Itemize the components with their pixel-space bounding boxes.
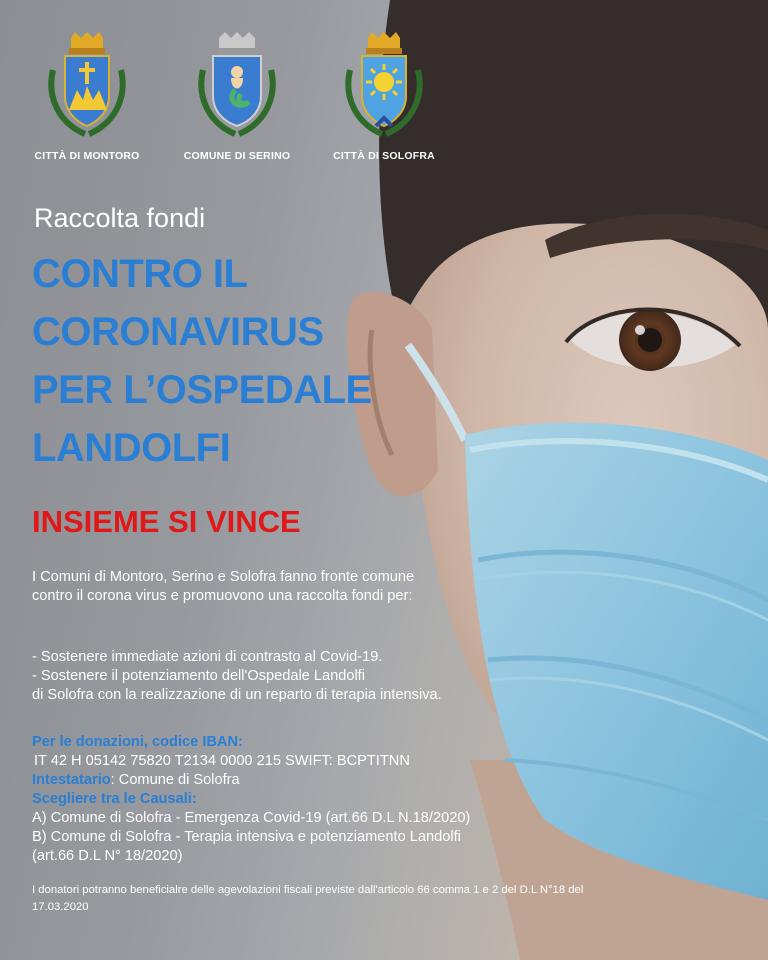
causali-heading	[32, 790, 592, 809]
headline-line: PER L’OSPEDALE	[32, 368, 372, 412]
crest-label-montoro: CITTÀ DI MONTORO	[34, 150, 140, 162]
donation-heading-suffix: :	[238, 734, 243, 750]
montoro-crest-icon	[45, 30, 129, 140]
causale-option-a: A) Comune di Solofra - Emergenza Covid-19 (art.66 D.L N.18/2020)	[32, 810, 471, 826]
causale-option-b-reference: (art.66 D.L N° 18/2020)	[32, 848, 183, 864]
solofra-crest-icon	[342, 30, 426, 140]
holder-label: Intestatario	[32, 772, 111, 788]
causali-label: Causali	[139, 791, 192, 807]
crest-label-serino: COMUNE DI SERINO	[183, 150, 291, 162]
donation-heading-prefix: Per le donazioni, codice	[32, 734, 203, 750]
headline-line: LANDOLFI	[32, 426, 231, 470]
headline-line: CORONAVIRUS	[32, 310, 324, 354]
slogan: INSIEME SI VINCE	[32, 504, 301, 539]
crest-solofra	[319, 30, 449, 162]
crest-montoro	[22, 30, 152, 162]
serino-crest-icon	[195, 30, 279, 140]
iban-value: IT 42 H 05142 75820 T2134 0000 215 SWIFT: BCPTITNN	[34, 753, 410, 769]
donation-heading	[32, 733, 592, 752]
goals-list	[32, 648, 572, 705]
headline	[32, 245, 452, 477]
crest-serino	[172, 30, 302, 162]
causale-option-b: B) Comune di Solofra - Terapia intensiva e potenziamento Landolfi	[32, 829, 461, 845]
goal-item: - Sostenere immediate azioni di contrasto al Covid-19.	[32, 649, 383, 665]
subtitle: Raccolta fondi	[34, 203, 206, 233]
goal-item: di Solofra con la realizzazione di un reparto di terapia intensiva.	[32, 687, 442, 703]
donation-info	[32, 733, 592, 866]
holder-line	[32, 771, 592, 790]
holder-value: : Comune di Solofra	[110, 772, 240, 788]
iban-line	[32, 752, 592, 771]
causali-suffix: :	[191, 791, 197, 807]
intro-paragraph: I Comuni di Montoro, Serino e Solofra fanno fronte comune contro il corona virus e promuovono una raccolta fondi per:	[32, 569, 415, 604]
crest-label-solofra: CITTÀ DI SOLOFRA	[333, 150, 435, 162]
goal-item: - Sostenere il potenziamento dell'Ospedale Landolfi	[32, 668, 365, 684]
iban-label: IBAN	[202, 734, 238, 750]
tax-footnote: I donatori potranno beneficialre delle agevolazioni fiscali previste dall'articolo 66 comma 1 e 2 del D.L N°18 del 17.03.2020	[32, 884, 584, 913]
headline-line: CONTRO IL	[32, 252, 248, 296]
causali-prefix: Scegliere tra le	[32, 791, 140, 807]
